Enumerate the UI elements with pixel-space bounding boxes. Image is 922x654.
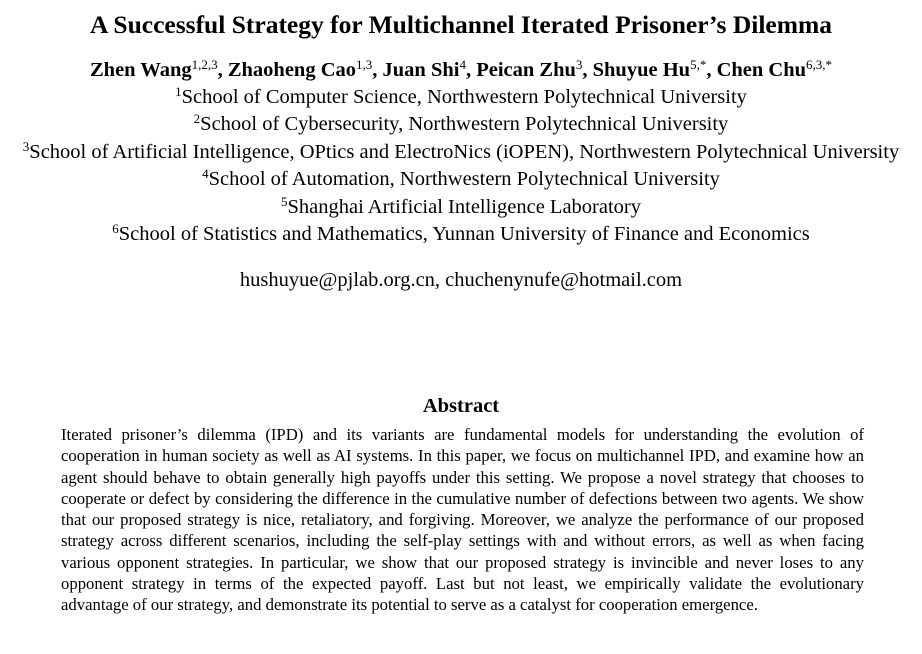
author-affiliation-marks: 3 [575, 57, 583, 72]
affiliation [0, 139, 922, 166]
author-affiliation-marks: 5,* [690, 57, 707, 72]
affiliation-number: 4 [202, 166, 209, 182]
contact-emails: hushuyue@pjlab.org.cn, chuchenynufe@hotmail.com [239, 269, 683, 291]
author-separator: , [706, 59, 717, 81]
author [593, 59, 717, 81]
author-name: Zhaoheng Cao [227, 59, 357, 81]
affiliation-text: Shanghai Artificial Intelligence Laboratory [287, 195, 641, 218]
author-affiliation-marks: 6,3,* [806, 57, 832, 72]
author [228, 59, 383, 81]
affiliation-number: 6 [112, 221, 119, 237]
affiliation [0, 194, 922, 221]
author [90, 59, 228, 81]
affiliation-number: 2 [193, 111, 201, 127]
abstract-heading: Abstract [422, 395, 500, 417]
author-affiliation-marks: 1,2,3 [191, 57, 218, 72]
affiliation [0, 111, 922, 138]
affiliation [0, 84, 922, 111]
affiliation-text: School of Artificial Intelligence, OPtics and ElectroNics (iOPEN), Northwestern Polytechnical University [29, 140, 900, 163]
author-separator: , [582, 59, 593, 81]
affiliation-text: School of Cybersecurity, Northwestern Polytechnical University [200, 113, 729, 136]
affiliation-text: School of Computer Science, Northwestern Polytechnical University [181, 86, 747, 108]
affiliation-number: 5 [281, 193, 288, 209]
author-separator: , [217, 59, 228, 81]
paper-title: A Successful Strategy for Multichannel Iterated Prisoner’s Dilemma [90, 10, 832, 39]
author-affiliation-marks: 4 [459, 57, 466, 72]
affiliation [0, 166, 922, 193]
author [717, 59, 832, 81]
abstract-body: Iterated prisoner’s dilemma (IPD) and its variants are fundamental models for understanding the evolution of cooperation in human society as well as AI systems. In this paper, we focus on multichannel IPD, and examine how an agent should behave to obtain generally high payoffs under this setting. We propose a novel strategy that chooses to cooperate or defect by considering the difference in the cumulative number of defections between two agents. We show that our proposed strategy is nice, retaliatory, and forgiving. Moreover, we analyze the performance of our proposed strategy across different scenarios, including the self-play settings with and without errors, as well as when facing various opponent strategies. In particular, we show that our proposed strategy is invincible and never loses to any opponent strategy in terms of the expected payoff. Last but not least, we empirically validate the evolutionary advantage of our strategy, and demonstrate its potential to serve as a catalyst for cooperation emergence. [61, 425, 864, 615]
author-name: Zhen Wang [90, 59, 192, 81]
affiliation-number: 1 [175, 84, 182, 99]
author-name: Juan Shi [382, 59, 460, 81]
affiliation-text: School of Statistics and Mathematics, Yunnan University of Finance and Economics [118, 223, 810, 246]
affiliation-number: 3 [22, 138, 30, 154]
author-affiliation-marks: 1,3 [356, 57, 373, 72]
affiliation-list [0, 84, 922, 248]
author-separator: , [372, 59, 383, 81]
author-name: Chen Chu [716, 59, 806, 81]
affiliation-text: School of Automation, Northwestern Polytechnical University [208, 168, 720, 191]
author-name: Shuyue Hu [592, 59, 691, 81]
author-separator: , [465, 59, 477, 81]
author-name: Peican Zhu [476, 59, 576, 81]
author [476, 59, 592, 81]
affiliation [0, 221, 922, 248]
author-list [0, 57, 922, 83]
author [383, 59, 477, 81]
